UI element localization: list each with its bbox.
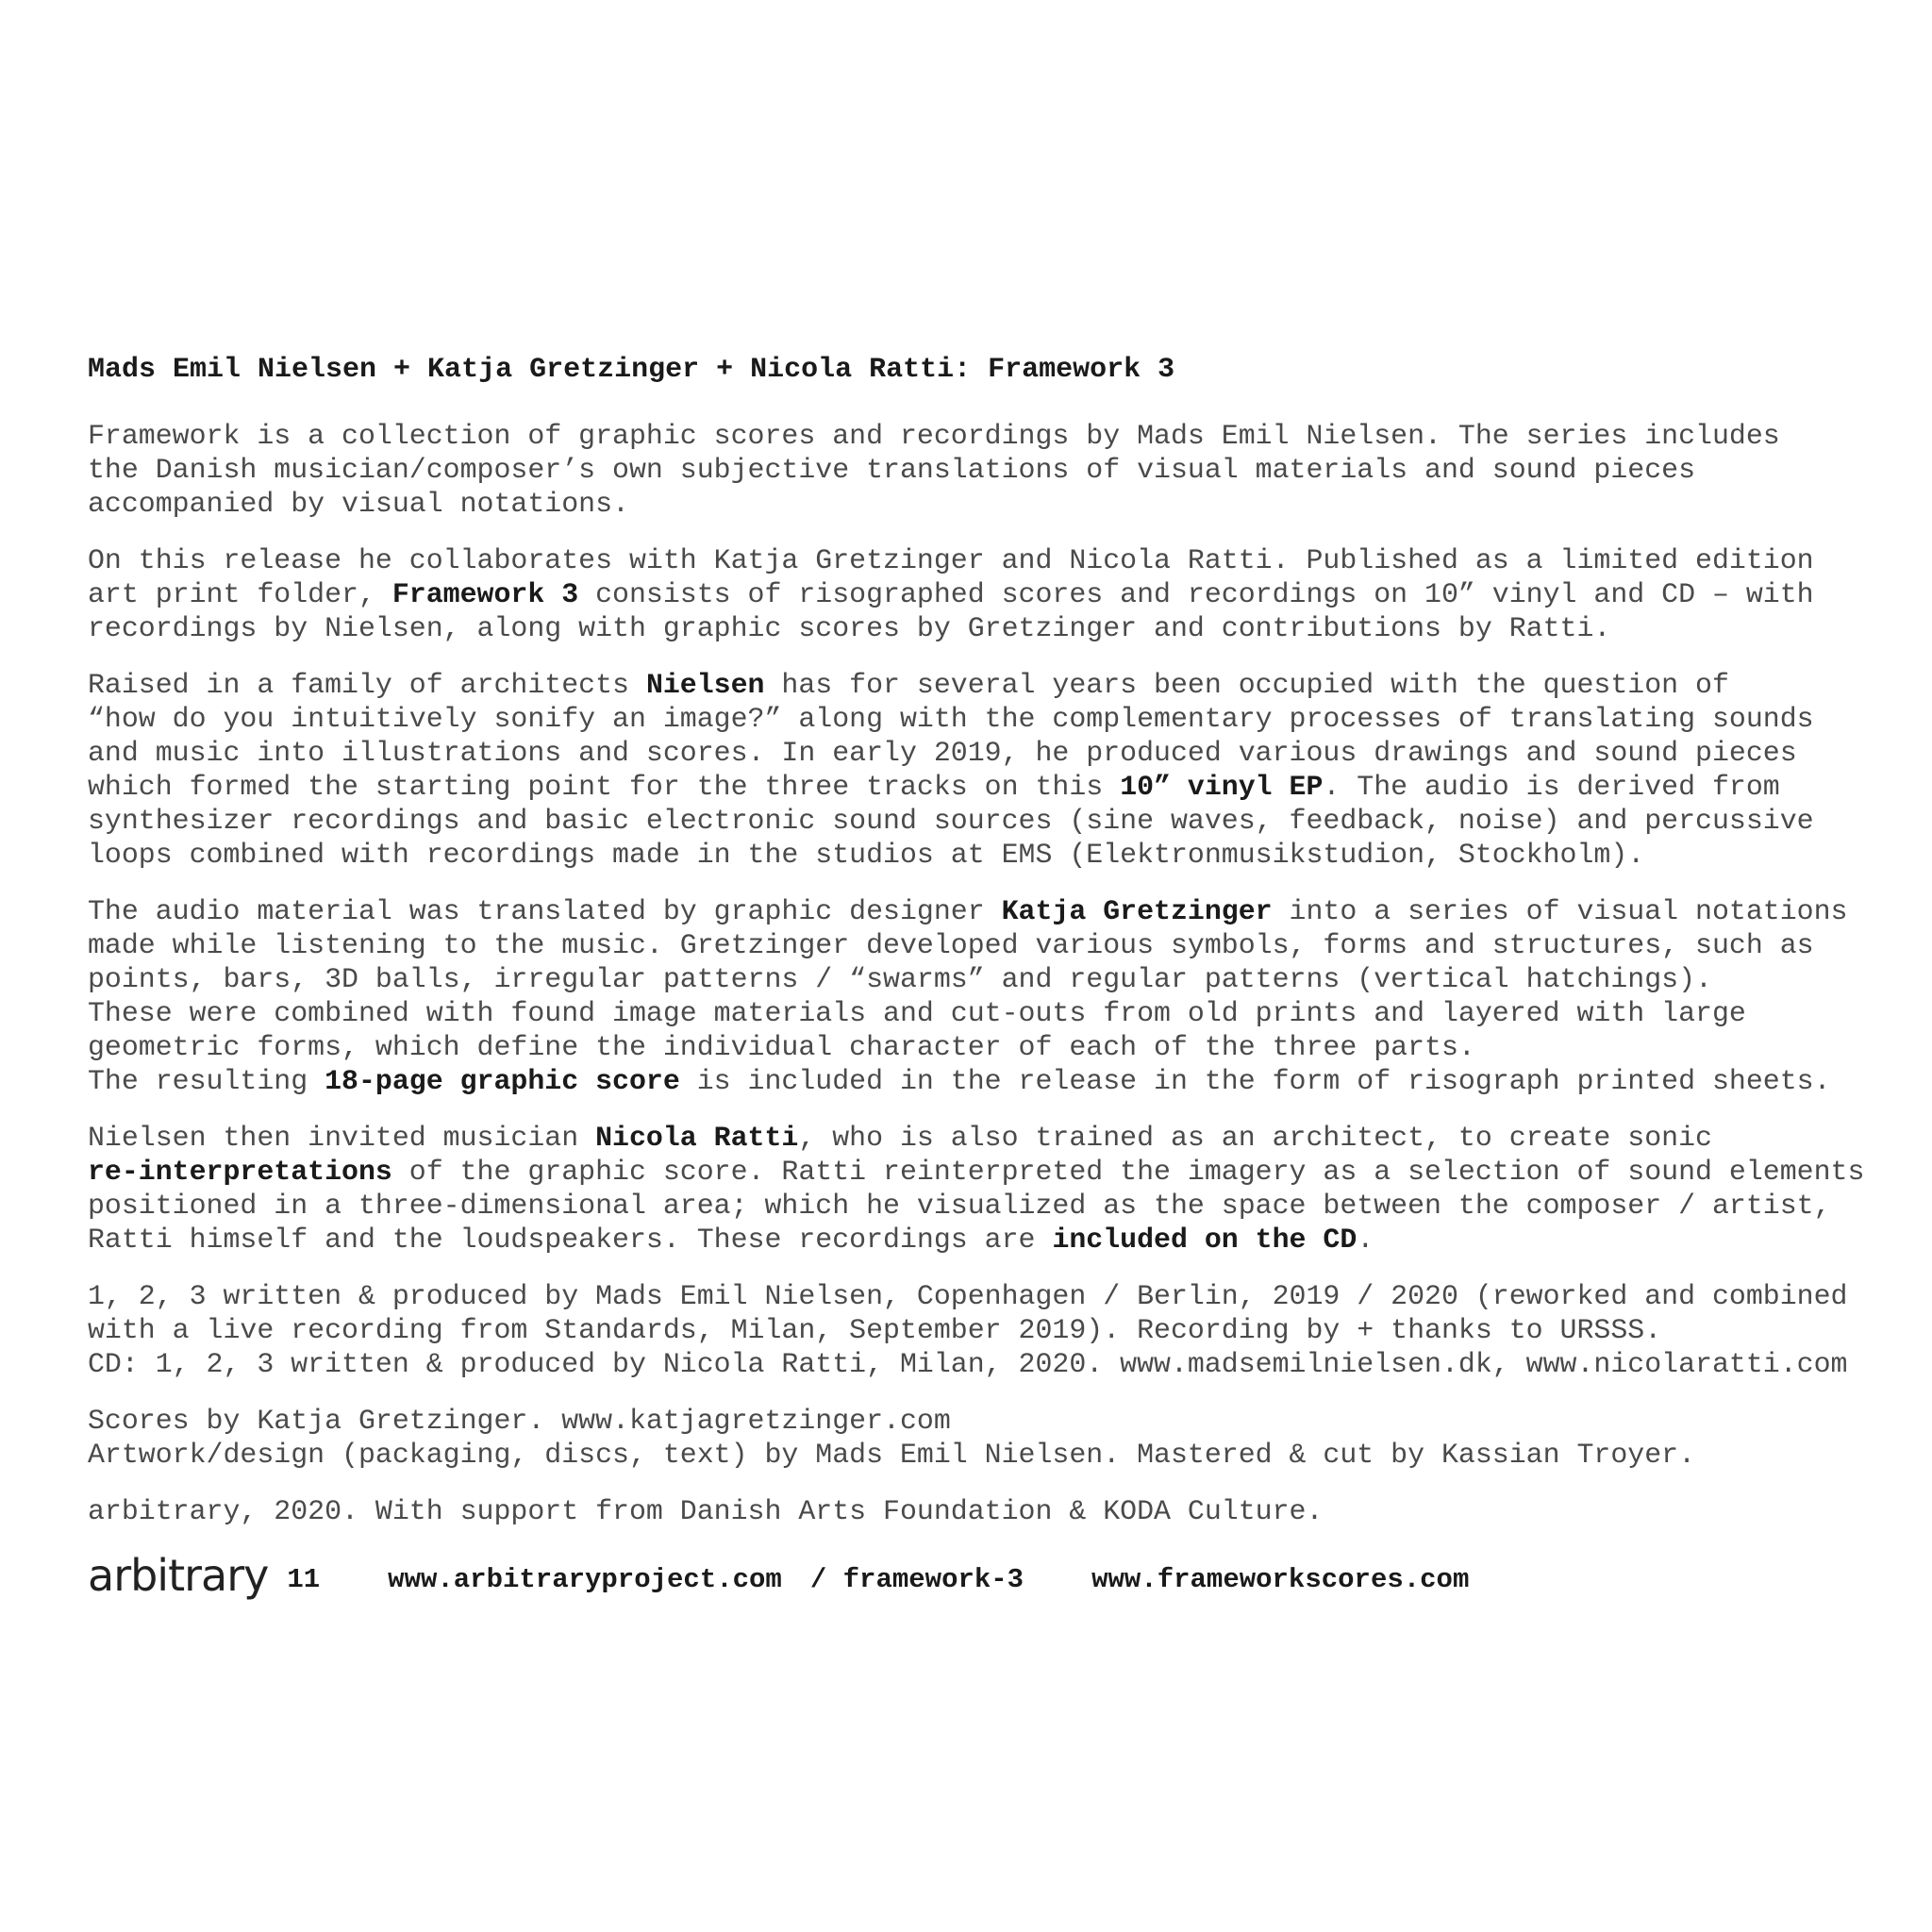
text-segment: synthesizer recordings and basic electronic sound sources (sine waves, feedback, noise) and percussive xyxy=(88,805,1814,837)
paragraph xyxy=(88,1121,1899,1257)
text-segment: CD: 1, 2, 3 written & produced by Nicola Ratti, Milan, 2020. www.madsemilnielsen.dk, www.nicolaratti.com xyxy=(88,1348,1848,1380)
text-segment: recordings by Nielsen, along with graphic scores by Gretzinger and contributions by Ratti. xyxy=(88,612,1611,644)
bold-text: Nielsen xyxy=(645,669,765,701)
text-segment: with a live recording from Standards, Milan, September 2019). Recording by + thanks to URSSS. xyxy=(88,1314,1662,1346)
text-line xyxy=(88,1438,1899,1472)
paragraph xyxy=(88,543,1899,645)
text-line xyxy=(88,1223,1899,1257)
text-segment: of the graphic score. Ratti reinterpreted the imagery as a selection of sound elements xyxy=(391,1156,1865,1188)
text-line xyxy=(88,770,1899,804)
bold-text: included on the CD xyxy=(1052,1224,1357,1256)
paragraph xyxy=(88,1279,1899,1381)
text-line xyxy=(88,1155,1899,1189)
text-segment: geometric forms, which define the individual character of each of the three parts. xyxy=(88,1031,1475,1063)
text-line xyxy=(88,838,1899,872)
text-segment: “how do you intuitively sonify an image?” along with the complementary processes of translating sounds xyxy=(88,703,1814,735)
text-segment: made while listening to the music. Gretzinger developed various symbols, forms and structures, such as xyxy=(88,929,1814,961)
paragraph xyxy=(88,894,1899,1098)
text-segment: The resulting xyxy=(88,1065,325,1097)
text-line xyxy=(88,1494,1899,1528)
text-line xyxy=(88,996,1899,1030)
text-segment: which formed the starting point for the three tracks on this xyxy=(88,771,1121,803)
arbitrary-url-link[interactable]: www.arbitraryproject.com xyxy=(388,1563,782,1595)
text-segment: Scores by Katja Gretzinger. www.katjagretzinger.com xyxy=(88,1405,951,1437)
text-segment: . xyxy=(1357,1224,1374,1256)
text-segment: loops combined with recordings made in the studios at EMS (Elektronmusikstudion, Stockholm). xyxy=(88,839,1645,871)
text-segment: the Danish musician/composer’s own subjective translations of visual materials and sound pieces xyxy=(88,454,1696,486)
text-segment: art print folder, xyxy=(88,578,392,610)
text-segment: 1, 2, 3 written & produced by Mads Emil Nielsen, Copenhagen / Berlin, 2019 / 2020 (reworked and combined xyxy=(88,1280,1848,1312)
text-line xyxy=(88,1064,1899,1098)
text-line xyxy=(88,1313,1899,1347)
text-segment: On this release he collaborates with Katja Gretzinger and Nicola Ratti. Published as a limited edition xyxy=(88,544,1814,576)
text-line xyxy=(88,487,1899,521)
bold-text: 18-page graphic score xyxy=(325,1065,680,1097)
framework-path-link[interactable]: / framework-3 xyxy=(809,1563,1024,1595)
paragraph xyxy=(88,668,1899,872)
paragraph xyxy=(88,1494,1899,1528)
text-segment: accompanied by visual notations. xyxy=(88,488,629,520)
text-line xyxy=(88,702,1899,736)
text-segment: arbitrary, 2020. With support from Danish Arts Foundation & KODA Culture. xyxy=(88,1495,1324,1527)
text-segment: Artwork/design (packaging, discs, text) by Mads Emil Nielsen. Mastered & cut by Kassian Troyer. xyxy=(88,1439,1696,1471)
text-line xyxy=(88,928,1899,962)
arbitrary-logo: arbitrary xyxy=(88,1550,269,1601)
text-line xyxy=(88,736,1899,770)
text-segment: consists of risographed scores and recordings on 10” vinyl and CD – with xyxy=(578,578,1814,610)
text-segment: Nielsen then invited musician xyxy=(88,1122,596,1154)
text-line xyxy=(88,1030,1899,1064)
text-segment: Raised in a family of architects xyxy=(88,669,646,701)
text-line xyxy=(88,1404,1899,1438)
text-line xyxy=(88,894,1899,928)
text-line xyxy=(88,804,1899,838)
text-segment: . The audio is derived from xyxy=(1323,771,1780,803)
text-segment: The audio material was translated by graphic designer xyxy=(88,895,1002,927)
text-segment: points, bars, 3D balls, irregular patterns / “swarms” and regular patterns (vertical hatchings). xyxy=(88,963,1712,995)
text-line xyxy=(88,1347,1899,1381)
release-title: Mads Emil Nielsen + Katja Gretzinger + Nicola Ratti: Framework 3 xyxy=(88,354,1175,386)
text-line xyxy=(88,1189,1899,1223)
text-line xyxy=(88,1279,1899,1313)
text-segment: Framework is a collection of graphic scores and recordings by Mads Emil Nielsen. The series includes xyxy=(88,420,1780,452)
release-notes xyxy=(88,419,1899,1528)
bold-text: re-interpretations xyxy=(88,1156,392,1188)
document-page xyxy=(88,349,1899,1600)
text-segment: is included in the release in the form of risograph printed sheets. xyxy=(679,1065,1831,1097)
text-line xyxy=(88,577,1899,611)
text-segment: Ratti himself and the loudspeakers. These recordings are xyxy=(88,1224,1053,1256)
text-line xyxy=(88,1121,1899,1155)
text-segment: , who is also trained as an architect, to create sonic xyxy=(798,1122,1712,1154)
bold-text: Framework 3 xyxy=(391,578,579,610)
text-segment: into a series of visual notations xyxy=(1272,895,1848,927)
paragraph xyxy=(88,1404,1899,1472)
text-line xyxy=(88,611,1899,645)
frameworkscores-url-link[interactable]: www.frameworkscores.com xyxy=(1091,1563,1470,1595)
text-line xyxy=(88,962,1899,996)
text-segment: and music into illustrations and scores. In early 2019, he produced various drawings and sound pieces xyxy=(88,737,1797,769)
text-line xyxy=(88,668,1899,702)
footer xyxy=(88,1551,1899,1600)
text-line xyxy=(88,453,1899,487)
text-segment: positioned in a three-dimensional area; which he visualized as the space between the composer / artist, xyxy=(88,1190,1831,1222)
catalog-number: 11 xyxy=(287,1563,321,1595)
paragraph xyxy=(88,419,1899,521)
bold-text: Nicola Ratti xyxy=(595,1122,799,1154)
text-line xyxy=(88,543,1899,577)
text-segment: has for several years been occupied with the question of xyxy=(764,669,1729,701)
text-segment: These were combined with found image materials and cut-outs from old prints and layered with large xyxy=(88,997,1746,1029)
text-line xyxy=(88,419,1899,453)
bold-text: Katja Gretzinger xyxy=(1001,895,1273,927)
bold-text: 10” vinyl EP xyxy=(1120,771,1324,803)
